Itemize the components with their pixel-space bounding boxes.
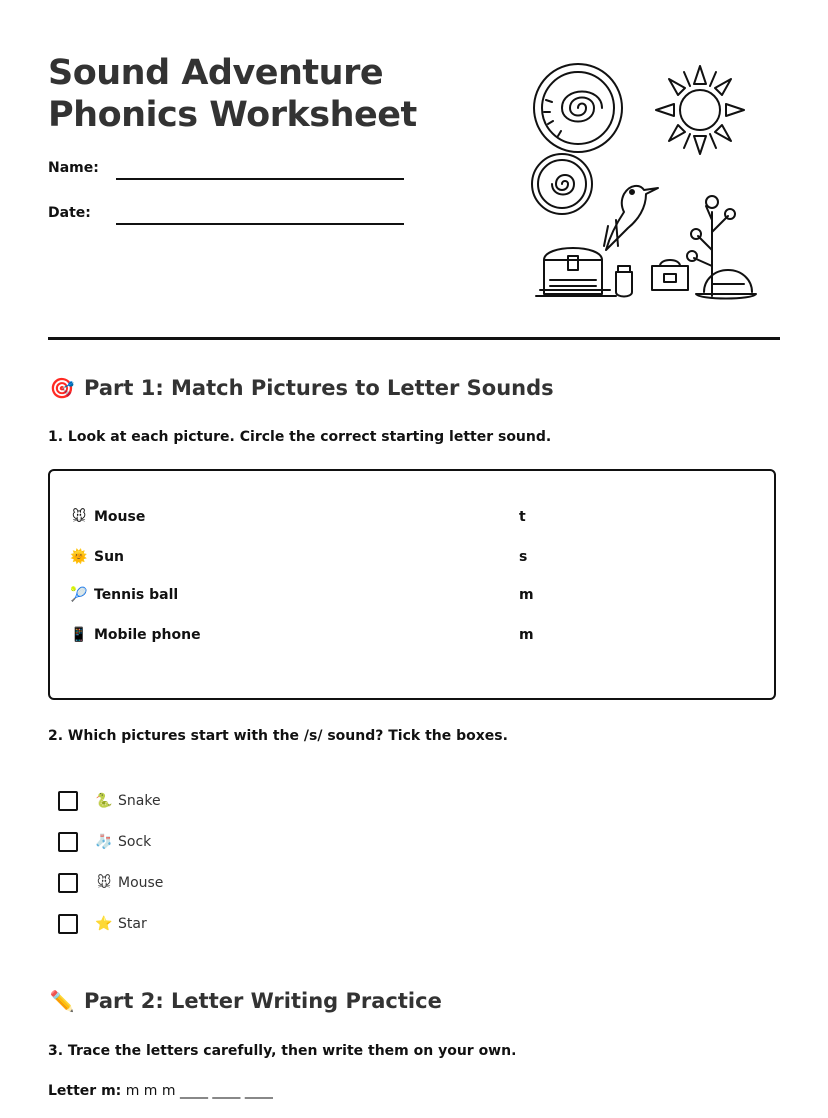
star-icon: ⭐ (95, 916, 113, 932)
check-item-sock[interactable] (58, 832, 151, 852)
check-label: Mouse (118, 875, 164, 891)
chest-drawing-icon (536, 248, 616, 296)
match-row (70, 627, 760, 649)
checkbox[interactable] (58, 914, 78, 934)
part2-heading (48, 989, 442, 1013)
small-spiral-icon (532, 154, 592, 214)
worksheet-title (48, 52, 417, 136)
match-label: Mobile phone (94, 627, 201, 643)
sun-icon: 🌞 (70, 549, 88, 565)
spiral-medallion-icon (534, 64, 622, 152)
match-row (70, 509, 760, 531)
name-label: Name: (48, 160, 99, 176)
tennis-ball-icon: 🎾 (70, 587, 88, 603)
match-picture (70, 509, 145, 525)
checkbox[interactable] (58, 873, 78, 893)
header-divider (48, 337, 780, 340)
bag-drawing-icon (652, 260, 688, 290)
tree-drawing-icon (687, 196, 735, 296)
check-item-snake[interactable] (58, 791, 161, 811)
match-label: Mouse (94, 509, 146, 525)
part1-heading-text: Part 1: Match Pictures to Letter Sounds (84, 376, 554, 400)
match-letter[interactable]: m (519, 627, 534, 643)
name-field[interactable] (48, 160, 99, 176)
match-label: Tennis ball (94, 587, 179, 603)
match-picture (70, 587, 178, 603)
mouse-icon: 🐭 (71, 509, 87, 525)
check-label: Star (118, 916, 147, 932)
check-item-mouse[interactable] (58, 873, 163, 893)
sock-icon: 🧦 (95, 834, 113, 850)
match-picture (70, 549, 124, 565)
checkbox[interactable] (58, 791, 78, 811)
question-3: 3. Trace the letters carefully, then write them on your own. (48, 1043, 517, 1059)
date-write-line[interactable] (116, 223, 404, 225)
jar-drawing-icon (616, 266, 632, 297)
checkbox[interactable] (58, 832, 78, 852)
date-label: Date: (48, 205, 91, 221)
match-row (70, 587, 760, 609)
match-letter[interactable]: t (519, 509, 526, 525)
match-letter[interactable]: s (519, 549, 528, 565)
match-box (48, 469, 776, 700)
mobile-phone-icon: 📱 (70, 627, 88, 643)
mouse-icon: 🐭 (96, 875, 112, 891)
part2-heading-text: Part 2: Letter Writing Practice (84, 989, 442, 1013)
check-label: Snake (118, 793, 161, 809)
check-label: Sock (118, 834, 152, 850)
match-letter[interactable]: m (519, 587, 534, 603)
check-item-star[interactable] (58, 914, 147, 934)
letter-m-label: Letter m: (48, 1083, 122, 1099)
question-2: 2. Which pictures start with the /s/ sound? Tick the boxes. (48, 728, 508, 744)
part1-heading (48, 376, 554, 400)
snake-icon: 🐍 (95, 793, 113, 809)
title-line-2: Phonics Worksheet (48, 95, 417, 135)
decorative-illustration (528, 60, 768, 305)
target-icon: 🎯 (49, 376, 75, 400)
letter-m-trace[interactable]: m m m ____ ____ ____ (125, 1083, 273, 1099)
match-row (70, 549, 760, 571)
sun-drawing-icon (656, 66, 744, 154)
match-label: Sun (94, 549, 125, 565)
name-write-line[interactable] (116, 178, 404, 180)
hat-drawing-icon (696, 270, 756, 299)
bird-drawing-icon (604, 186, 658, 250)
date-field[interactable] (48, 205, 91, 221)
question-1: 1. Look at each picture. Circle the correct starting letter sound. (48, 429, 552, 445)
match-picture (70, 627, 201, 643)
pencil-icon: ✏️ (49, 989, 75, 1013)
letter-m-practice[interactable] (48, 1083, 273, 1099)
title-line-1: Sound Adventure (48, 53, 384, 93)
